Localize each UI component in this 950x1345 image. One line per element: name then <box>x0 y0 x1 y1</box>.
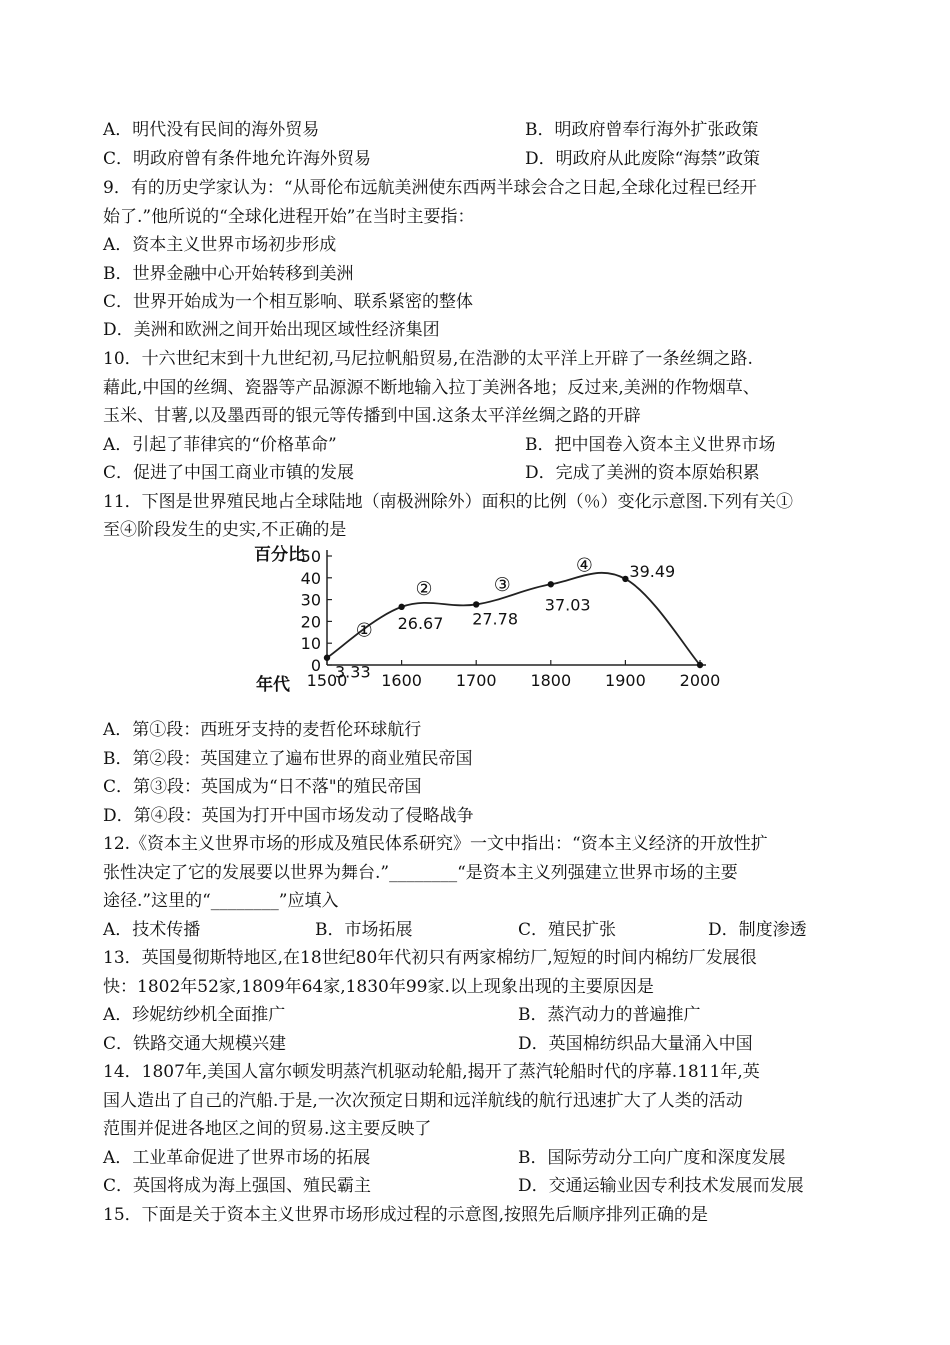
q9-option-a: A．资本主义世界市场初步形成 <box>103 235 337 255</box>
x-tick-label: 1800 <box>530 671 572 690</box>
q10-option-a: A．引起了菲律宾的“价格革命” <box>103 435 337 455</box>
x-axis-label: 年代 <box>256 675 290 695</box>
q12-stem-line3: 途径.”这里的“________”应填入 <box>103 891 339 911</box>
q10-option-b: B．把中国卷入资本主义世界市场 <box>525 435 776 455</box>
y-tick-label: 30 <box>300 590 321 610</box>
q14-stem-line2: 国人造出了自己的汽船.于是,一次次预定日期和远洋航线的航行迅速扩大了人类的活动 <box>103 1091 743 1111</box>
q13-option-b: B．蒸汽动力的普遍推广 <box>518 1005 701 1025</box>
q9-stem-line2: 始了.”他所说的“全球化进程开始”在当时主要指： <box>103 207 475 227</box>
q9-option-d: D．美洲和欧洲之间开始出现区域性经济集团 <box>103 320 440 340</box>
q12-option-d: D．制度渗透 <box>708 920 807 940</box>
y-axis-label: 百分比 <box>254 545 305 565</box>
q11-option-d: D．第④段：英国为打开中国市场发动了侵略战争 <box>103 806 474 826</box>
q9-option-b: B．世界金融中心开始转移到美洲 <box>103 264 354 284</box>
segment-label: ② <box>415 578 433 601</box>
q10-option-d: D．完成了美洲的资本原始积累 <box>525 463 760 483</box>
q11-option-b: B．第②段：英国建立了遍布世界的商业殖民帝国 <box>103 749 473 769</box>
q14-option-b: B．国际劳动分工向广度和深度发展 <box>518 1148 786 1168</box>
q13-option-a: A．珍妮纺纱机全面推广 <box>103 1005 286 1025</box>
q14-option-d: D．交通运输业因专利技术发展而发展 <box>518 1176 804 1196</box>
q13-option-c: C．铁路交通大规模兴建 <box>103 1034 287 1054</box>
q12-stem-line1: 12.《资本主义世界市场的形成及殖民体系研究》一文中指出：“资本主义经济的开放性扩 <box>103 834 768 854</box>
x-tick-label: 1700 <box>455 671 497 690</box>
q12-option-a: A．技术传播 <box>103 920 201 940</box>
y-tick-label: 50 <box>300 547 321 566</box>
q10-stem-line3: 玉米、甘薯,以及墨西哥的银元等传播到中国.这条太平洋丝绸之路的开辟 <box>103 406 641 426</box>
segment-label: ④ <box>575 554 593 577</box>
data-label: 39.49 <box>629 561 676 581</box>
q10-option-c: C．促进了中国工商业市镇的发展 <box>103 463 355 483</box>
x-tick-label: 1500 <box>306 671 348 690</box>
data-point <box>473 601 479 607</box>
y-tick-label: 20 <box>300 612 321 632</box>
y-tick-label: 0 <box>310 656 321 675</box>
segment-label: ① <box>355 619 373 642</box>
data-label: 37.03 <box>544 595 591 615</box>
q12-option-c: C．殖民扩张 <box>518 920 617 940</box>
q8-option-d: D．明政府从此废除“海禁”政策 <box>525 149 761 169</box>
x-tick-label: 2000 <box>679 671 721 690</box>
data-point <box>548 581 554 587</box>
q14-option-c: C．英国将成为海上强国、殖民霸主 <box>103 1176 372 1196</box>
data-label: 27.78 <box>472 609 519 629</box>
q15-stem-line1: 15．下面是关于资本主义世界市场形成过程的示意图,按照先后顺序排列正确的是 <box>103 1205 709 1225</box>
q14-stem-line1: 14．1807年,美国人富尔顿发明蒸汽机驱动轮船,揭开了蒸汽轮船时代的序幕.1811年,英 <box>103 1062 760 1082</box>
y-tick-label: 10 <box>300 634 321 654</box>
q11-stem-line2: 至④阶段发生的史实,不正确的是 <box>103 520 347 540</box>
q14-option-a: A．工业革命促进了世界市场的拓展 <box>103 1148 371 1168</box>
colony-area-line-chart <box>240 540 740 710</box>
q13-option-d: D．英国棉纺织品大量涌入中国 <box>518 1034 753 1054</box>
data-point <box>324 655 330 661</box>
q13-stem-line2: 快：1802年52家,1809年64家,1830年99家.以上现象出现的主要原因是 <box>103 977 654 997</box>
q12-option-b: B．市场拓展 <box>315 920 413 940</box>
q11-option-a: A．第①段：西班牙支持的麦哲伦环球航行 <box>103 720 422 740</box>
data-point <box>622 576 628 582</box>
data-point <box>697 662 703 668</box>
q8-option-b: B．明政府曾奉行海外扩张政策 <box>525 120 759 140</box>
q13-stem-line1: 13．英国曼彻斯特地区,在18世纪80年代初只有两家棉纺厂,短短的时间内棉纺厂发展很 <box>103 948 757 968</box>
q12-stem-line2: 张性决定了它的发展要以世界为舞台.”________“是资本主义列强建立世界市场的主要 <box>103 863 738 883</box>
y-tick-label: 40 <box>300 568 321 588</box>
q9-stem-line1: 9．有的历史学家认为：“从哥伦布远航美洲使东西两半球会合之日起,全球化过程已经开 <box>103 178 757 198</box>
x-tick-label: 1600 <box>381 671 422 690</box>
q10-stem-line2: 藉此,中国的丝绸、瓷器等产品源源不断地输入拉丁美洲各地；反过来,美洲的作物烟草、 <box>103 378 760 398</box>
q9-option-c: C．世界开始成为一个相互影响、联系紧密的整体 <box>103 292 474 312</box>
data-label: 26.67 <box>397 613 444 633</box>
q8-option-c: C．明政府曾有条件地允许海外贸易 <box>103 149 372 169</box>
segment-label: ③ <box>493 573 511 596</box>
q11-stem-line1: 11．下图是世界殖民地占全球陆地（南极洲除外）面积的比例（％）变化示意图.下列有关① <box>103 492 794 512</box>
q14-stem-line3: 范围并促进各地区之间的贸易.这主要反映了 <box>103 1119 432 1139</box>
q11-option-c: C．第③段：英国成为“日不落"的殖民帝国 <box>103 777 422 797</box>
q8-option-a: A．明代没有民间的海外贸易 <box>103 120 320 140</box>
data-point <box>398 604 404 610</box>
x-tick-label: 1900 <box>605 671 646 690</box>
q10-stem-line1: 10．十六世纪末到十九世纪初,马尼拉帆船贸易,在浩渺的太平洋上开辟了一条丝绸之路. <box>103 349 753 369</box>
data-label: 3.33 <box>335 662 371 682</box>
